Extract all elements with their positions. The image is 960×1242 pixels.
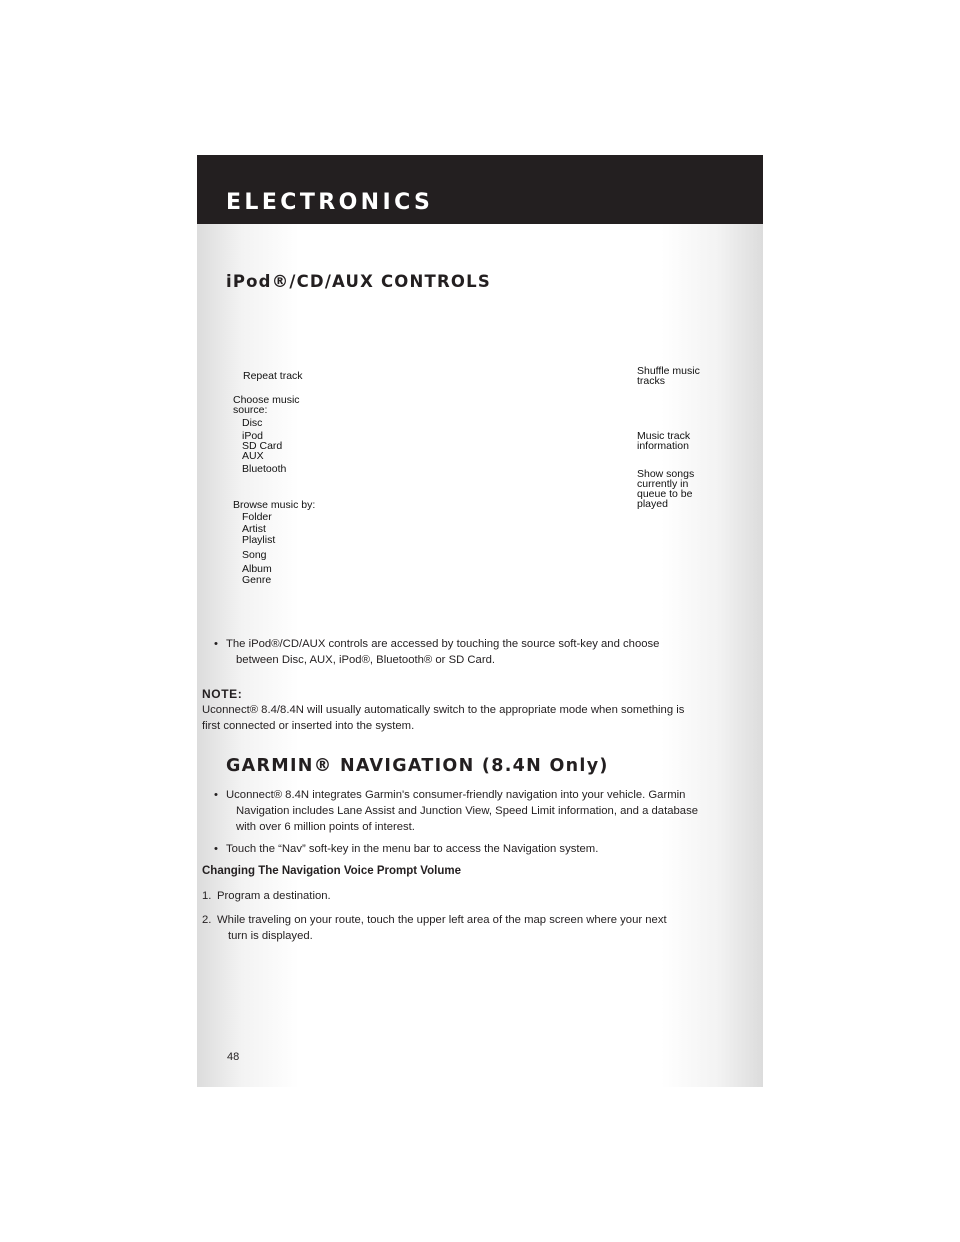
step-2 <box>202 912 760 944</box>
source-item: SD Card <box>242 440 283 452</box>
ipod-controls-diagram <box>197 355 763 605</box>
step-number: 1. <box>202 890 212 902</box>
bullet-mark: • <box>214 638 218 650</box>
source-item: iPod <box>242 430 264 442</box>
label-queue-4: played <box>637 498 668 510</box>
browse-item: Genre <box>242 574 272 586</box>
step-number: 2. <box>202 914 212 926</box>
source-item: Disc <box>242 417 263 429</box>
label-shuffle-1: Shuffle music <box>637 365 700 377</box>
step-text: Program a destination. <box>217 890 331 902</box>
bullet-line: with over 6 million points of interest. <box>236 821 415 833</box>
bullet-mark: • <box>214 789 218 801</box>
browse-item: Playlist <box>242 534 276 546</box>
note-line: Uconnect® 8.4/8.4N will usually automatically switch to the appropriate mode when something is <box>202 704 685 716</box>
bullet-line: Touch the “Nav” soft-key in the menu bar to access the Navigation system. <box>226 843 599 855</box>
label-choose-source-2: source: <box>233 404 268 416</box>
label-shuffle-2: tracks <box>637 375 666 387</box>
voice-volume-subheading: Changing The Navigation Voice Prompt Volume <box>202 865 461 877</box>
source-item: Bluetooth <box>242 463 287 475</box>
note-text <box>202 702 760 734</box>
browse-item: Folder <box>242 511 272 523</box>
label-queue-2: currently in <box>637 478 689 490</box>
note-label: NOTE: <box>202 687 243 701</box>
ipod-controls-heading: iPod®/CD/AUX CONTROLS <box>226 272 491 291</box>
label-repeat-track: Repeat track <box>243 370 303 382</box>
note-line: first connected or inserted into the system. <box>202 720 415 732</box>
bullet-line: Uconnect® 8.4N integrates Garmin's consumer-friendly navigation into your vehicle. Garmin <box>226 789 686 801</box>
garmin-navigation-heading: GARMIN® NAVIGATION (8.4N Only) <box>226 756 609 776</box>
bullet-garmin-intro <box>214 787 759 835</box>
step-line: turn is displayed. <box>228 930 313 942</box>
bullet-line: The iPod®/CD/AUX controls are accessed by touching the source soft-key and choose <box>226 638 660 650</box>
label-queue-1: Show songs <box>637 468 695 480</box>
section-header-title: ELECTRONICS <box>226 190 434 215</box>
section-header-bar <box>197 155 763 224</box>
step-1 <box>202 888 760 904</box>
label-choose-source-1: Choose music <box>233 394 300 406</box>
manual-page <box>197 155 763 1087</box>
label-browse-music: Browse music by: <box>233 499 316 511</box>
browse-item: Album <box>242 563 272 575</box>
label-queue-3: queue to be <box>637 488 693 500</box>
bullet-ipod-controls <box>214 636 759 668</box>
bullet-line: Navigation includes Lane Assist and Junction View, Speed Limit information, and a database <box>236 805 699 817</box>
source-item: AUX <box>242 450 264 462</box>
label-track-info-2: information <box>637 440 689 452</box>
bullet-nav-softkey <box>214 841 759 857</box>
label-track-info-1: Music track <box>637 430 691 442</box>
browse-item: Song <box>242 549 267 561</box>
bullet-mark: • <box>214 843 218 855</box>
step-line: While traveling on your route, touch the upper left area of the map screen where your next <box>217 914 667 926</box>
browse-item: Artist <box>242 523 266 535</box>
page-number: 48 <box>227 1051 240 1063</box>
bullet-line: between Disc, AUX, iPod®, Bluetooth® or SD Card. <box>236 654 496 666</box>
